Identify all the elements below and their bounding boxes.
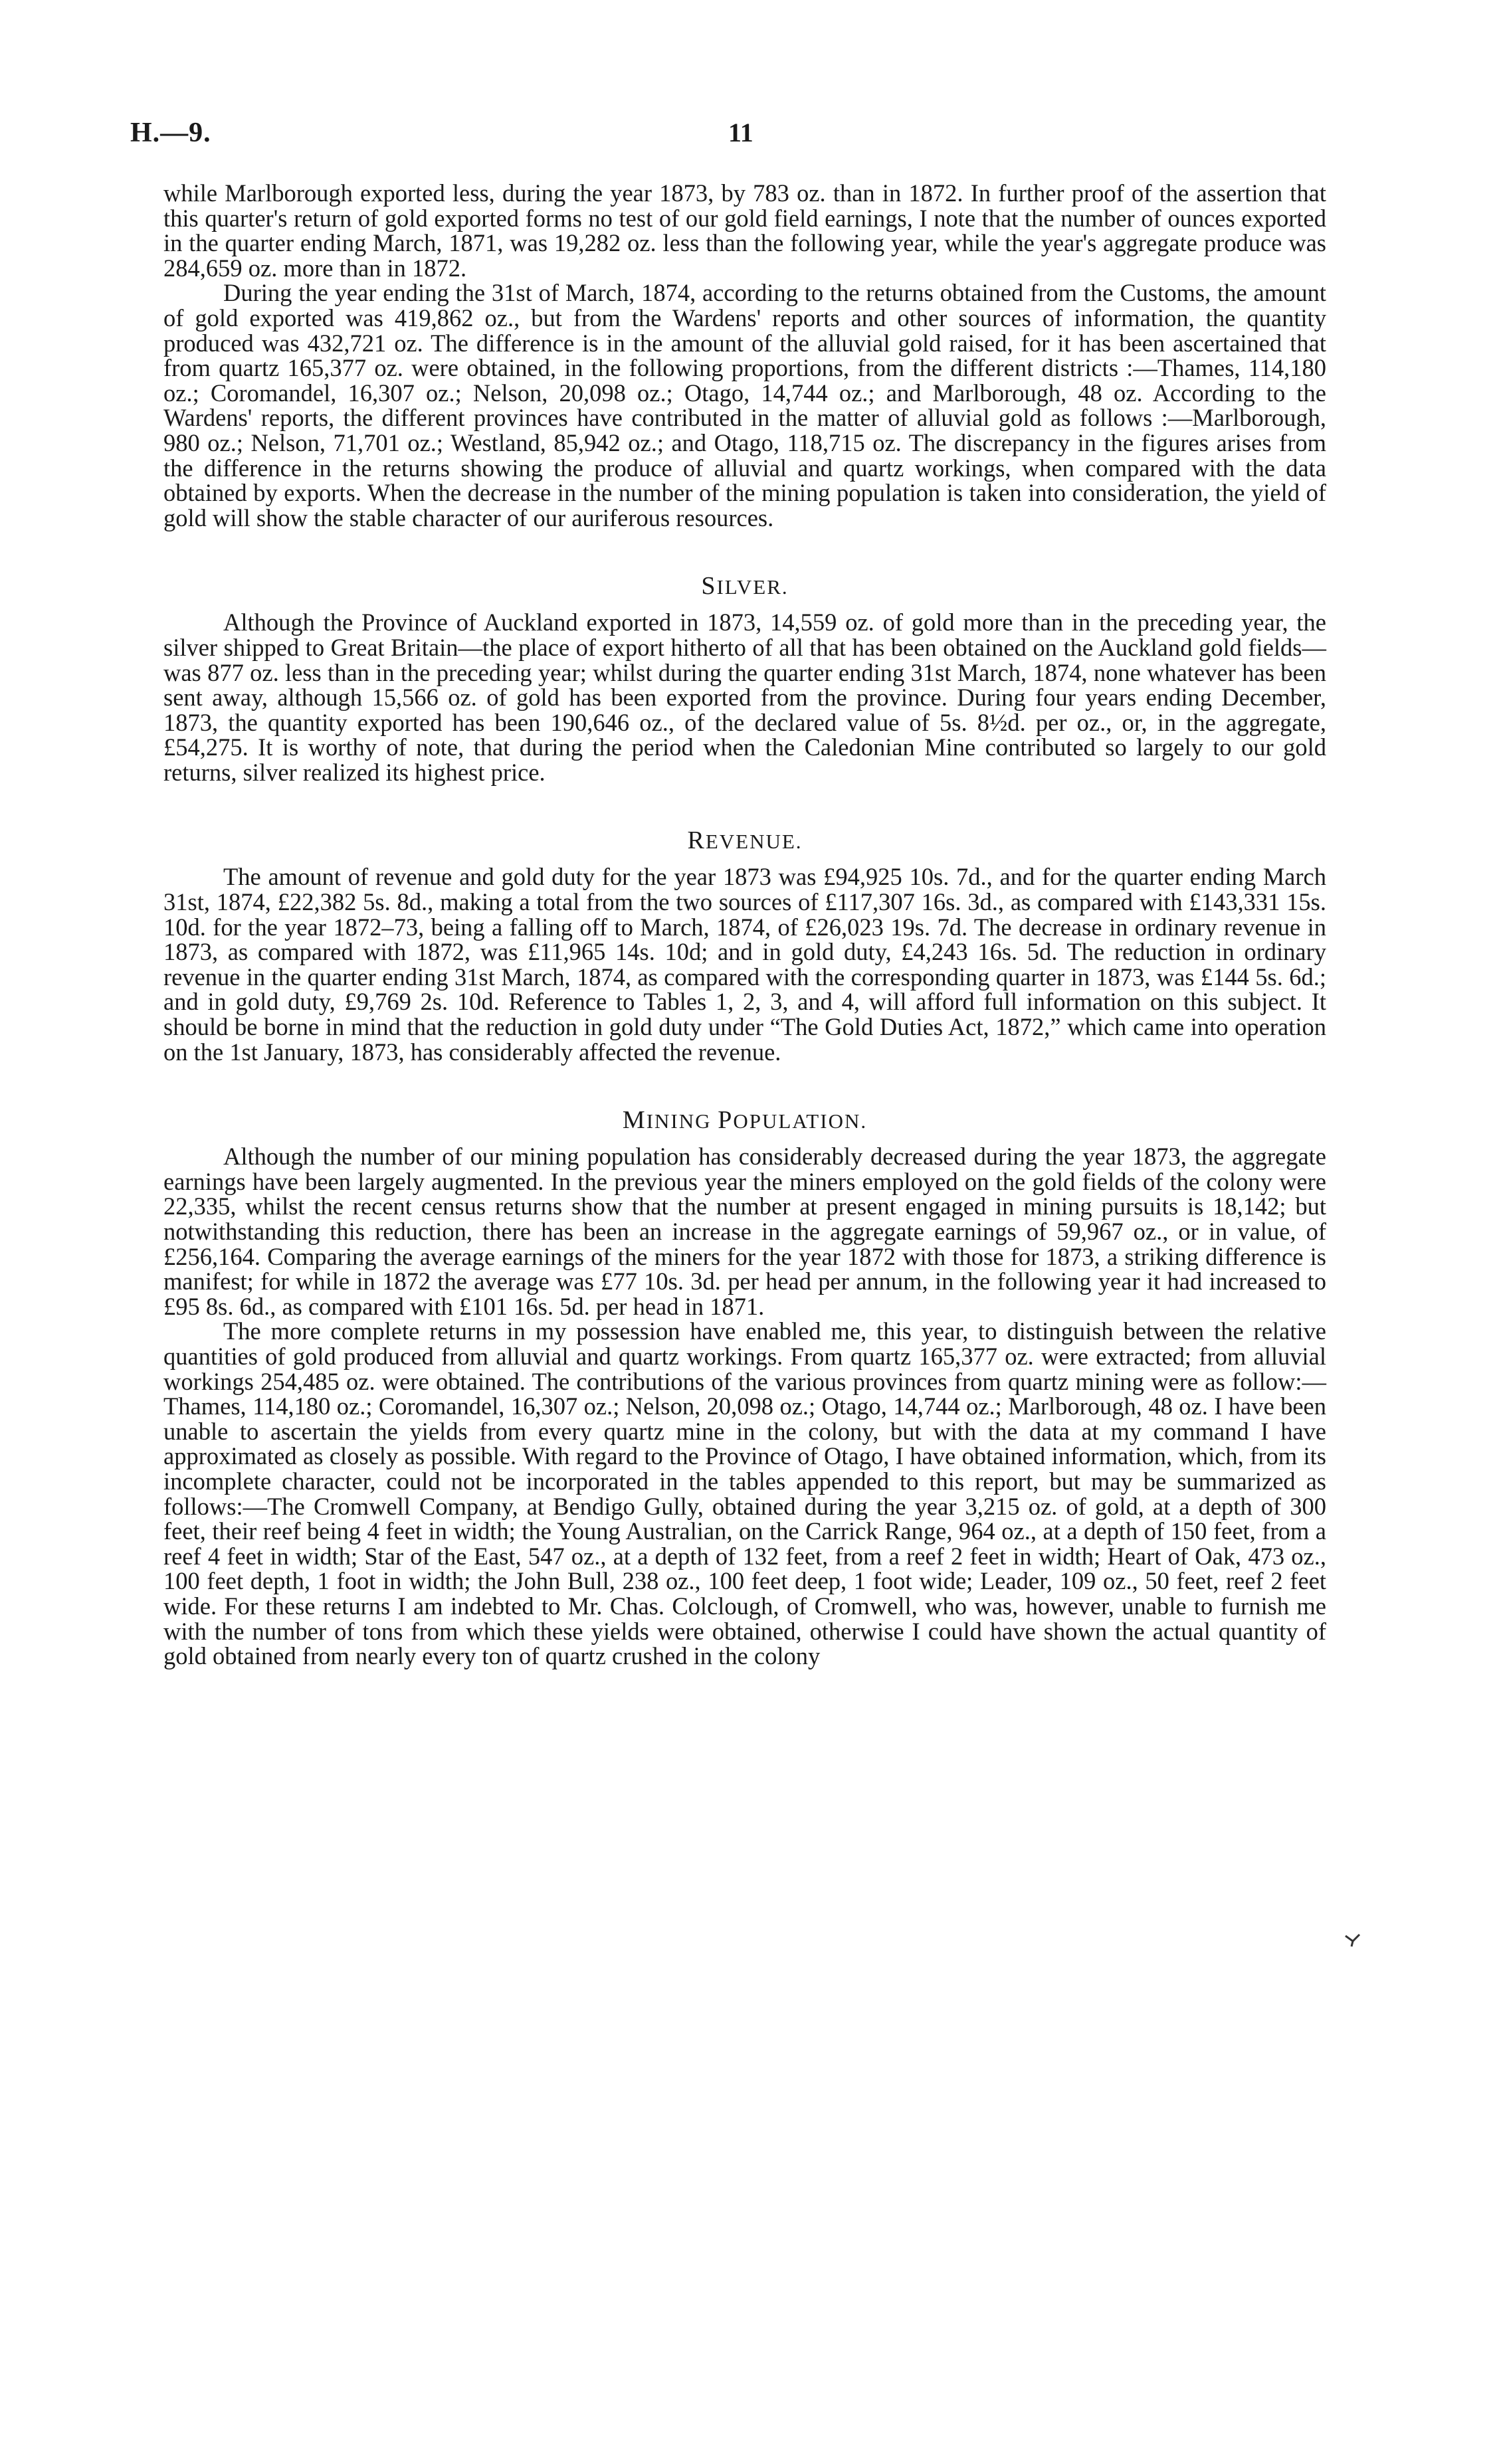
page-number: 11 <box>728 118 753 147</box>
page-header <box>130 117 1320 157</box>
margin-flourish-icon <box>1344 1932 1362 1949</box>
paragraph: The amount of revenue and gold duty for the year 1873 was £94,925 10s. 7d., and for the quarter ending March 31st, 1874, £22,382 5s. 8d., making a total from the two sources of £117,307 16s. 3d., as compared with £143,331 15s. 10d. for the year 1872–73, being a falling off to March, 1874, of £26,023 19s. 7d. The decrease in ordinary revenue in 1873, as compared with 1872, was £11,965 14s. 10d; and in gold duty, £4,243 16s. 5d. The reduction in ordinary revenue in the quarter ending 31st March, 1874, as compared with the corresponding quarter in 1873, was £144 5s. 6d.; and in gold duty, £9,769 2s. 10d. Reference to Tables 1, 2, 3, and 4, will afford full information on this subject. It should be borne in mind that the reduction in gold duty under “The Gold Duties Act, 1872,” which came into operation on the 1st January, 1873, has considerably affected the revenue. <box>163 863 1326 1066</box>
paragraph: Although the Province of Auckland exported in 1873, 14,559 oz. of gold more than in the preceding year, the silver shipped to Great Britain—the place of export hitherto of all that has been obtained on the Auckland gold fields—was 877 oz. less than in the preceding year; whilst during the quarter ending 31st March, 1874, none whatever has been sent away, although 15,566 oz. of gold has been exported from the province. During four years ending December, 1873, the quantity exported has been 190,646 oz., of the declared value of 5s. 8½d. per oz., or, in the aggregate, £54,275. It is worthy of note, that during the period when the Caledonian Mine contributed so largely to our gold returns, silver realized its highest price. <box>163 609 1326 786</box>
paragraph: The more complete returns in my possession have enabled me, this year, to distinguish between the relative quantities of gold produced from alluvial and quartz workings. From quartz 165,377 oz. were extracted; from alluvial workings 254,485 oz. were obtained. The contributions of the various provinces from quartz mining were as follow:—Thames, 114,180 oz.; Coromandel, 16,307 oz.; Nelson, 20,098 oz.; Otago, 14,744 oz.; Marlborough, 48 oz. I have been unable to ascertain the yields from every quartz mine in the colony, but with the data at my command I have approximated as closely as possible. With regard to the Province of Otago, I have obtained information, which, from its incomplete character, could not be incorporated in the tables appended to this report, but may be summarized as follows:—The Cromwell Company, at Bendigo Gully, obtained during the year 3,215 oz. of gold, at a depth of 300 feet, their reef being 4 feet in width; the Young Australian, on the Carrick Range, 964 oz., at a depth of 150 feet, from a reef 4 feet in width; Star of the East, 547 oz., at a depth of 132 feet, from a reef 2 feet in width; Heart of Oak, 473 oz., 100 feet depth, 1 foot in width; the John Bull, 238 oz., 100 feet deep, 1 foot wide; Leader, 109 oz., 50 feet, reef 2 feet wide. For these returns I am indebted to Mr. Chas. Colclough, of Cromwell, who was, however, unable to furnish me with the number of tons from which these yields were obtained, otherwise I could have shown the actual quantity of gold obtained from nearly every ton of quartz crushed in the colony <box>163 1317 1326 1670</box>
document-reference: H.—9. <box>130 118 211 148</box>
section-heading-silver: SILVER. <box>701 572 789 601</box>
revenue-section <box>163 826 1326 1064</box>
section-heading-mining-population: MINING POPULATION. <box>622 1106 868 1135</box>
silver-section <box>163 571 1326 785</box>
mining-population-section <box>163 1105 1326 1668</box>
gold-section-continued <box>163 181 1326 530</box>
section-heading-revenue: REVENUE. <box>687 826 803 855</box>
paragraph: Although the number of our mining population has considerably decreased during the year 1873, the aggregate earnings have been largely augmented. In the previous year the miners employed on the gold fields of the colony were 22,335, whilst the recent census returns show that the number at present engaged in mining pursuits is 18,142; but notwithstanding this reduction, there has been an increase in the aggregate earnings of 59,967 oz., or in value, of £256,164. Comparing the average earnings of the miners for the year 1872 with those for 1873, a striking difference is manifest; for while in 1872 the average was £77 10s. 3d. per head per annum, in the following year it had increased to £95 8s. 6d., as compared with £101 16s. 5d. per head in 1871. <box>163 1143 1326 1320</box>
paragraph: while Marlborough exported less, during the year 1873, by 783 oz. than in 1872. In further proof of the assertion that this quarter's return of gold exported forms no test of our gold field earnings, I note that the number of ounces exported in the quarter ending March, 1871, was 19,282 oz. less than the following year, while the year's aggregate produce was 284,659 oz. more than in 1872. <box>163 179 1326 282</box>
document-body <box>163 181 1326 1669</box>
paragraph: During the year ending the 31st of March, 1874, according to the returns obtained from the Customs, the amount of gold exported was 419,862 oz., but from the Wardens' reports and other sources of information, the quantity produced was 432,721 oz. The difference is in the amount of the alluvial gold raised, for it has been ascertained that from quartz 165,377 oz. were obtained, in the following proportions, from the different districts :—Thames, 114,180 oz.; Coromandel, 16,307 oz.; Nelson, 20,098 oz.; Otago, 14,744 oz.; and Marlborough, 48 oz. According to the Wardens' reports, the different provinces have contributed in the matter of alluvial gold as follows :—Marlborough, 980 oz.; Nelson, 71,701 oz.; Westland, 85,942 oz.; and Otago, 118,715 oz. The discrepancy in the figures arises from the difference in the returns showing the produce of alluvial and quartz workings, when compared with the data obtained by exports. When the decrease in the number of the mining population is taken into consideration, the yield of gold will show the stable character of our auriferous resources. <box>163 279 1326 531</box>
